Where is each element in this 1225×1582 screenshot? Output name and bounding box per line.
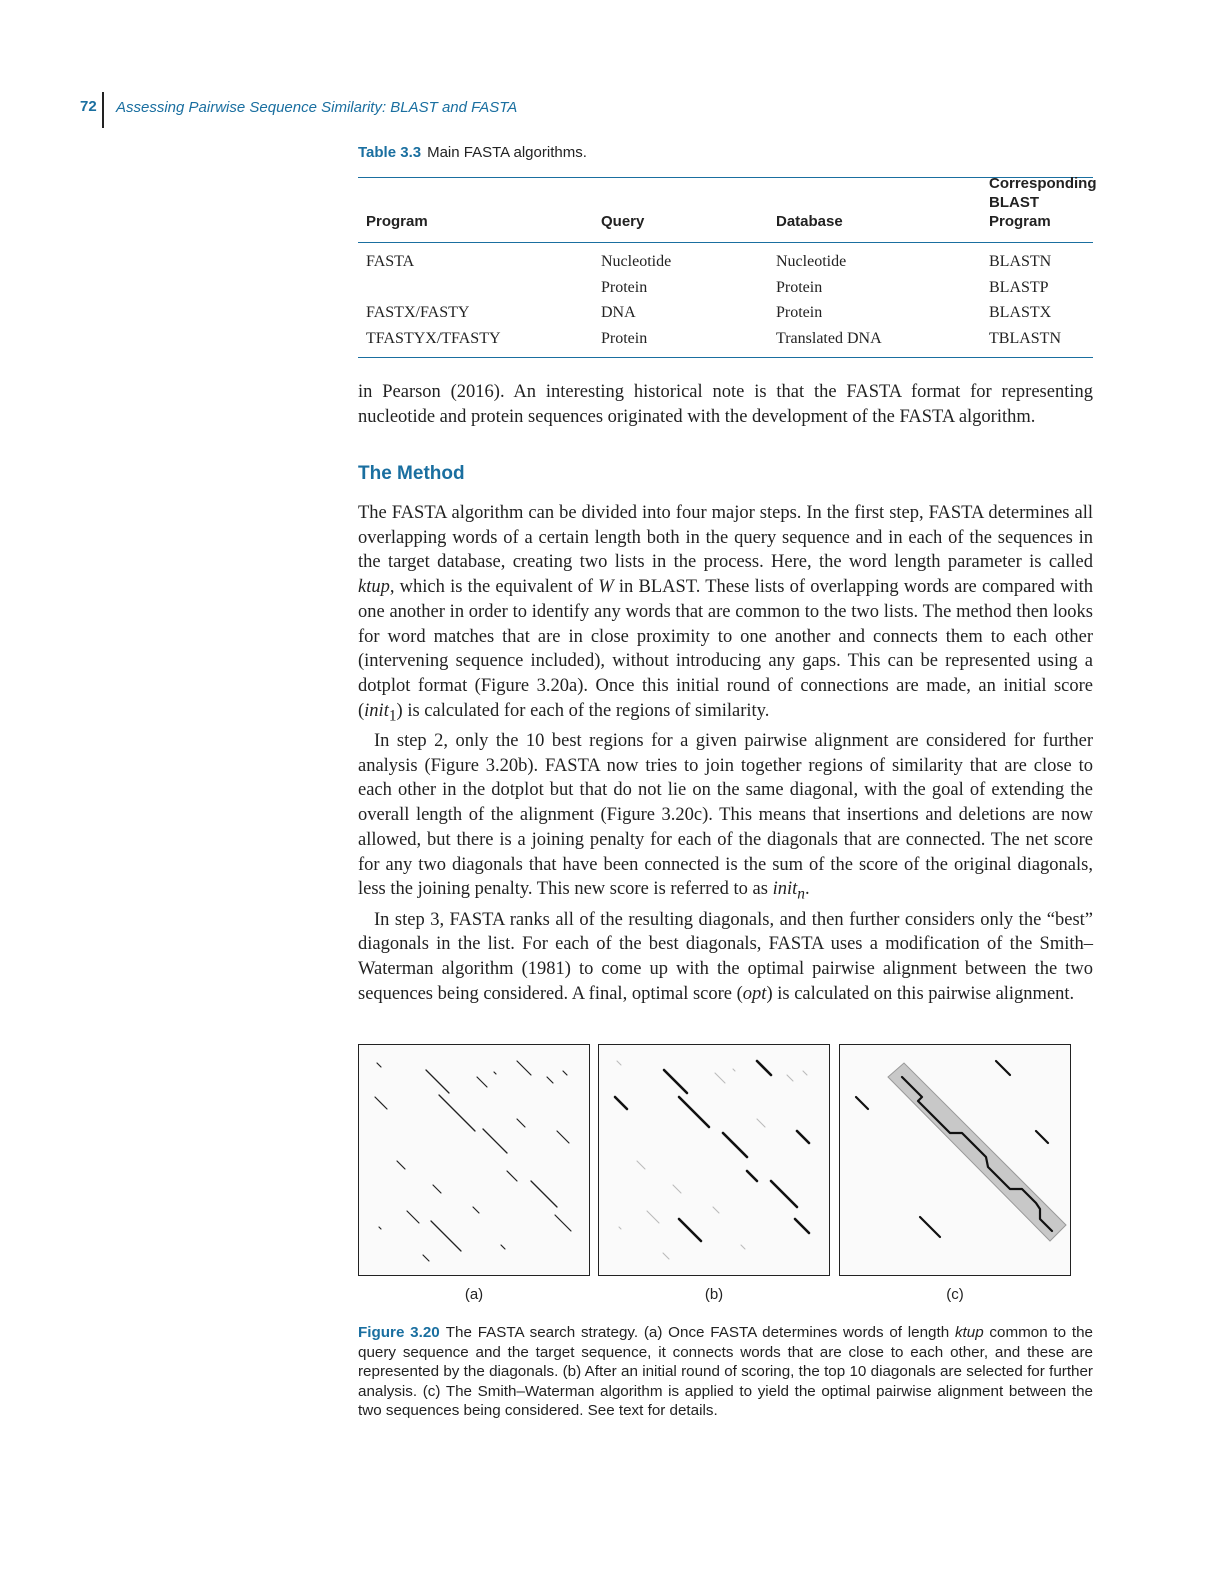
table-cell: FASTA: [366, 253, 415, 270]
dotplot-c-graphic: [840, 1045, 1070, 1275]
section-heading: The Method: [358, 463, 465, 484]
header-rule: [102, 92, 104, 128]
text-run: ) is calculated for each of the regions of similarity.: [396, 700, 770, 721]
table-caption-text: Main FASTA algorithms.: [427, 144, 587, 161]
table-cell: Protein: [776, 278, 823, 296]
text-run: .: [804, 879, 810, 900]
table-cell: TFASTYX/TFASTY: [366, 329, 501, 347]
dotplot-a-graphic: [359, 1045, 589, 1275]
text-run: , which is the equivalent of: [389, 577, 599, 598]
italic-term: ktup: [954, 1324, 984, 1341]
fasta-algorithms-table: [358, 175, 1097, 358]
table-header-row: [358, 175, 1097, 243]
table-cell: Nucleotide: [601, 253, 672, 270]
column-header-line-1: Corresponding: [989, 175, 1097, 192]
figure-label: Figure 3.20: [358, 1324, 440, 1341]
dotplot-panel-b: [598, 1044, 830, 1276]
running-title: Assessing Pairwise Sequence Similarity: BLAST and FASTA: [116, 99, 518, 116]
column-header-query: Query: [601, 213, 645, 230]
panel-label-a: (a): [464, 1286, 484, 1303]
column-header-line-2: BLAST Program: [989, 194, 1051, 230]
paragraph-step-3: [358, 908, 1093, 1007]
column-header-program: Program: [366, 213, 428, 230]
table-body: [358, 243, 1093, 357]
table-cell: FASTX/FASTY: [366, 304, 470, 321]
subscript: n: [797, 885, 805, 903]
table-row: [358, 300, 1093, 326]
table-cell: Protein: [601, 278, 648, 296]
caption-text: common to the query sequence and the target sequence, it connects words that are close to each other, and these are represented by the diagonals. (b) After an initial round of scoring, the top 10 diagonals are selected for further analysis. (c) The Smith–Waterman algorithm is applied to yield the optimal pairwise alignment between the two sequences being considered. See text for details.: [358, 1324, 1093, 1420]
italic-term: W: [598, 577, 614, 598]
caption-text: The FASTA search strategy. (a) Once FASTA determines words of length: [445, 1324, 955, 1341]
table-label: Table 3.3: [358, 144, 422, 161]
panel-label-c: (c): [946, 1286, 964, 1303]
figure-3-20: [358, 1044, 1093, 1324]
intro-paragraph: in Pearson (2016). An interesting historical note is that the FASTA format for representing nucleotide and protein sequences originated with the development of the FASTA algorithm.: [358, 382, 1093, 427]
text-run: The FASTA algorithm can be divided into four major steps. In the first step, FASTA determines all overlapping words of a certain length both in the query sequence and in each of the sequences in the target database, creating two lists in the process. Here, the word length parameter is called: [358, 503, 1093, 573]
text-run: in BLAST. These lists of overlapping words are compared with one another in order to identify any words that are common to the two lists. The method then looks for word matches that are in close proximity to one another and connects them to each other (intervening sequence included), without introducing any gaps. This can be represented using a dotplot format (Figure 3.20a). Once this initial round of connections are made, an initial score (: [358, 577, 1093, 721]
paragraph-step-2: [358, 729, 1093, 908]
table-cell: BLASTX: [989, 304, 1052, 321]
table-cell: TBLASTN: [989, 329, 1061, 347]
figure-caption: [358, 1323, 1093, 1421]
table-row: [358, 275, 1093, 301]
italic-term: init: [772, 879, 798, 900]
table-row: [358, 249, 1093, 275]
text-run: In step 3, FASTA ranks all of the resulting diagonals, and then further considers only the “best” diagonals in the list. For each of the best diagonals, FASTA uses a modification of the Smith–Waterman algorithm (1981) to come up with the optimal pairwise alignment between the two sequences being considered. A final, optimal score (: [358, 909, 1093, 1004]
dotplot-b-graphic: [599, 1045, 829, 1275]
text-run: In step 2, only the 10 best regions for a given pairwise alignment are considered for further analysis (Figure 3.20b). FASTA now tries to join together regions of similarity that are close to each other in the dotplot but that do not lie on the same diagonal, with the goal of extending the overall length of the alignment (Figure 3.20c). This means that insertions and deletions are now allowed, but there is a joining penalty for each of the diagonals that are connected. The net score for any two diagonals that have been connected is the sum of the score of the original diagonals, less the joining penalty. This new score is referred to as: [358, 731, 1093, 900]
table-cell: DNA: [601, 304, 636, 321]
table-cell: BLASTP: [989, 278, 1049, 296]
italic-term: opt: [742, 983, 767, 1004]
table-row: [358, 326, 1093, 352]
subscript: 1: [388, 707, 397, 725]
table-cell: Nucleotide: [776, 253, 847, 270]
method-body: [358, 501, 1093, 1006]
paragraph-step-1: [358, 501, 1093, 729]
italic-term: init: [364, 700, 389, 721]
dotplot-panel-c: [839, 1044, 1071, 1276]
column-header-blast-program: [989, 174, 1097, 231]
text-run: ) is calculated on this pairwise alignment.: [766, 983, 1075, 1004]
italic-term: ktup: [358, 577, 390, 598]
table-cell: Translated DNA: [776, 329, 882, 347]
table-cell: BLASTN: [989, 253, 1052, 270]
page-number: 72: [80, 98, 97, 115]
table-cell: Protein: [601, 329, 648, 347]
table-cell: Protein: [776, 304, 823, 321]
table-caption: [358, 144, 1093, 161]
dotplot-panel-a: [358, 1044, 590, 1276]
panel-label-b: (b): [704, 1286, 724, 1303]
column-header-database: Database: [776, 213, 843, 230]
